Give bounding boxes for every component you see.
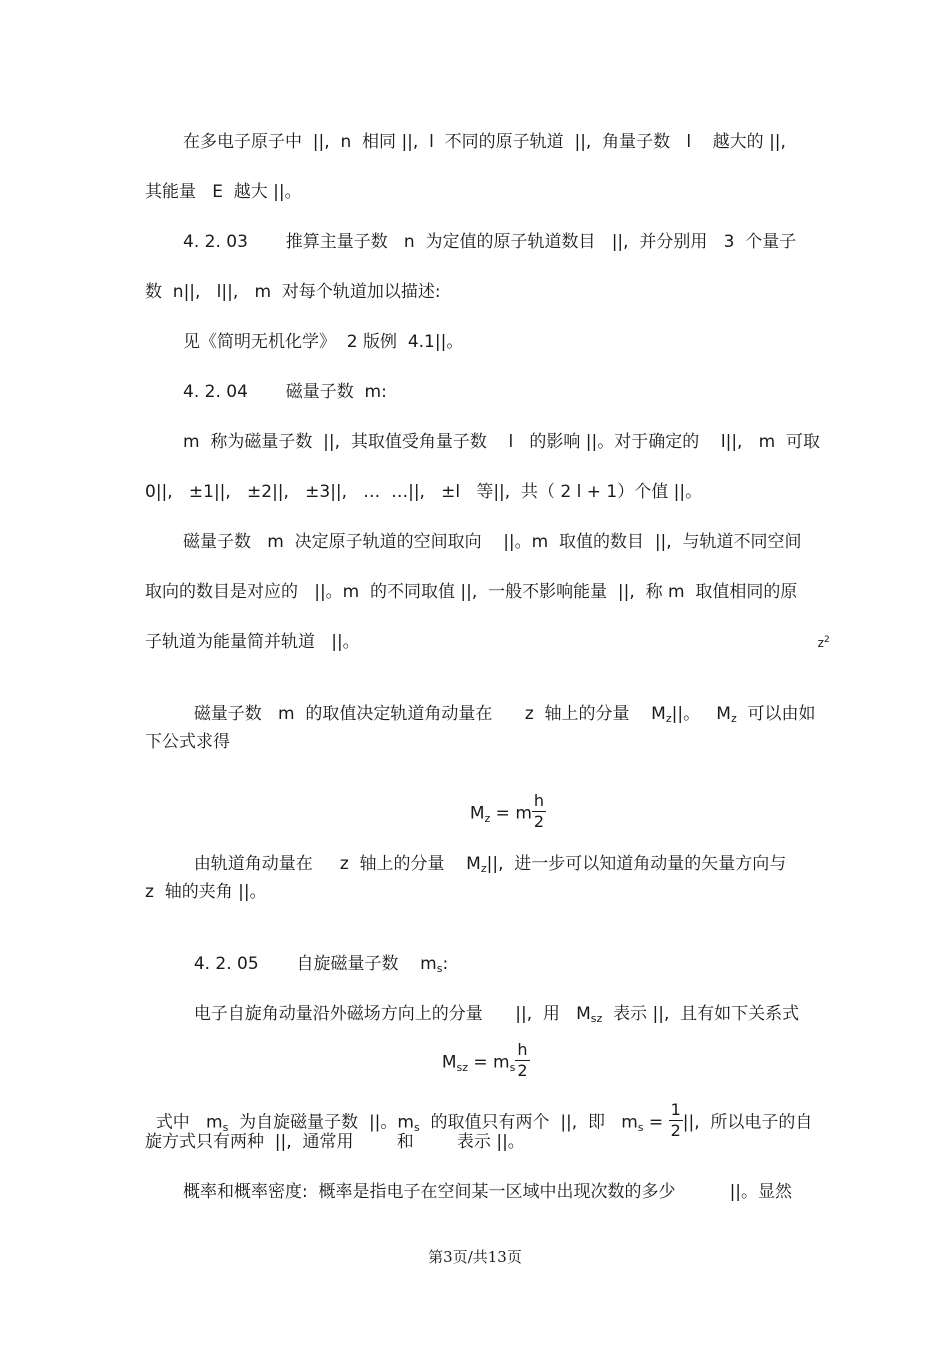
paragraph-line: 旋方式只有两种 ||, 通常用 和 表示 ||。 <box>145 1132 525 1152</box>
paragraph-line: 其能量 E 越大 ||。 <box>145 182 302 202</box>
section-heading: 4. 2. 03 推算主量子数 n 为定值的原子轨道数目 ||, 并分别用 3 个量子 <box>183 232 797 252</box>
paragraph-line: 取向的数目是对应的 ||。m 的不同取值 ||, 一般不影响能量 ||, 称 m 取值相同的原 <box>145 582 798 602</box>
paragraph-line: 子轨道为能量简并轨道 ||。 <box>145 632 360 652</box>
paragraph-line: m 称为磁量子数 ||, 其取值受角量子数 l 的影响 ||。对于确定的 l||, m 可取 <box>183 432 821 452</box>
paragraph-line: 由轨道角动量在 z 轴上的分量 Mz||, 进一步可以知道角动量的矢量方向与 <box>193 854 787 875</box>
paragraph-line: 磁量子数 m 的取值决定轨道角动量在 z 轴上的分量 Mz||。 Mz 可以由如 <box>193 704 816 725</box>
fraction-half: $\frac{1}{2}$ <box>670 1100 681 1140</box>
section-heading: 4. 2. 04 磁量子数 m: <box>183 382 387 402</box>
formula-msz: Msz = ms $\frac{h}{2}$ <box>441 1040 528 1080</box>
section-heading: 4. 2. 05 自旋磁量子数 ms: <box>193 954 449 975</box>
margin-note-letter: z <box>817 636 824 650</box>
margin-note <box>810 607 830 654</box>
margin-note-exponent: 2 <box>823 635 830 645</box>
fraction: $\frac{h}{2}$ <box>517 1040 528 1080</box>
paragraph-line: z 轴的夹角 ||。 <box>145 882 267 902</box>
paragraph-line: 0||, ±1||, ±2||, ±3||, … …||, ±l 等||, 共（ 2 l + 1）个值 ||。 <box>145 482 703 502</box>
formula-mz: Mz = m $\frac{h}{2}$ <box>469 791 545 831</box>
paragraph-line: 概率和概率密度: 概率是指电子在空间某一区域中出现次数的多少 ||。显然 <box>183 1182 793 1202</box>
page-footer: 第3页/共13页 <box>428 1248 522 1266</box>
paragraph-line: 磁量子数 m 决定原子轨道的空间取向 ||。m 取值的数目 ||, 与轨道不同空间 <box>183 532 802 552</box>
paragraph-line: 式中 ms 为自旋磁量子数 ||。ms 的取值只有两个 ||, 即 ms = $\frac{1}{2}$ ||, 所以电子的自 <box>155 1100 813 1140</box>
paragraph-line: 数 n||, l||, m 对每个轨道加以描述: <box>145 282 441 302</box>
paragraph-line: 电子自旋角动量沿外磁场方向上的分量 ||, 用 Msz 表示 ||, 且有如下关系式 <box>193 1004 800 1025</box>
paragraph-line: 下公式求得 <box>145 732 230 752</box>
paragraph-line: 在多电子原子中 ||, n 相同 ||, l 不同的原子轨道 ||, 角量子数 l 越大的 ||, <box>183 132 786 152</box>
paragraph-line: 见《简明无机化学》 2 版例 4.1||。 <box>183 332 464 352</box>
fraction: $\frac{h}{2}$ <box>533 791 545 831</box>
